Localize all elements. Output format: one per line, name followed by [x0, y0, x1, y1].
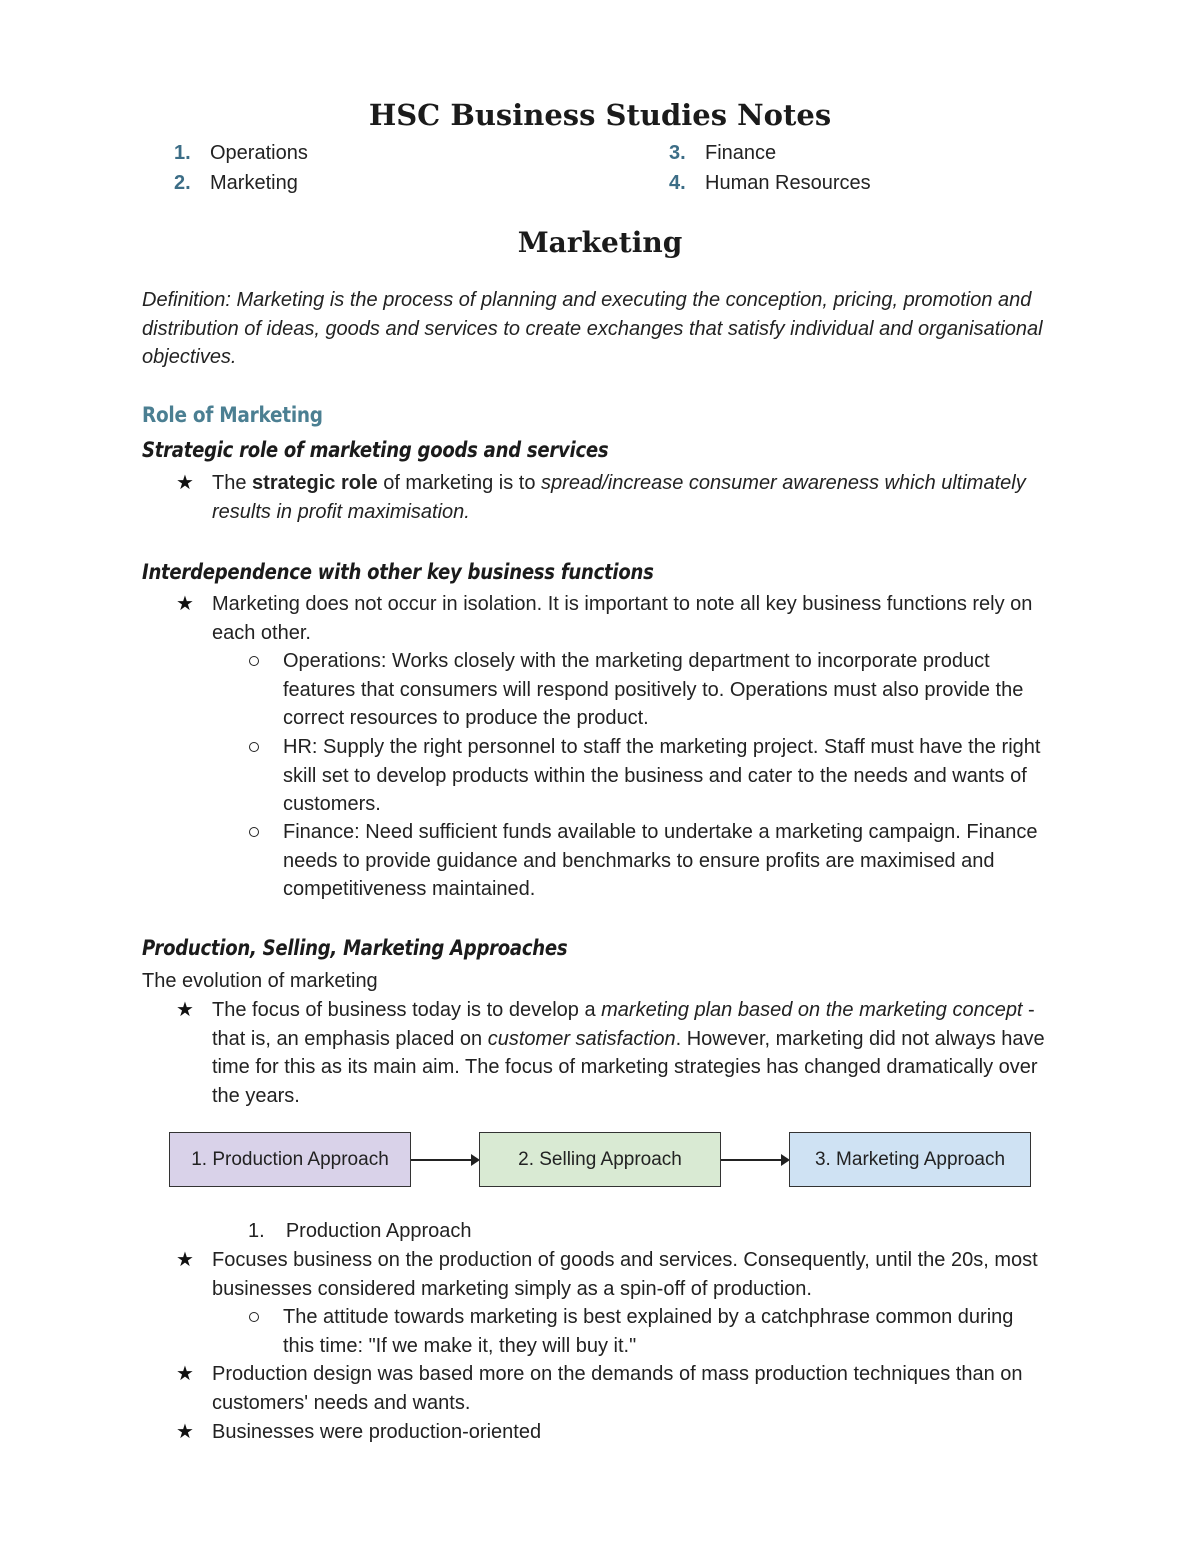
marketing-approach-box: 3. Marketing Approach: [789, 1132, 1031, 1187]
role-heading: Role of Marketing: [142, 403, 323, 427]
circle-bullet-icon: [249, 656, 259, 666]
strategic-heading: Strategic role of marketing goods and services: [142, 438, 609, 462]
star-bullet-icon: ★: [176, 1421, 194, 1443]
interdependence-text: Marketing does not occur in isolation. It is important to note all key business functions rely on each other.: [212, 593, 1033, 644]
toc-number: 1.: [174, 142, 191, 164]
toc-number: 2.: [174, 172, 191, 194]
toc-label: Finance: [705, 142, 777, 164]
section-title: Marketing: [517, 226, 683, 259]
toc-item: [669, 138, 776, 168]
strategic-text: The strategic role of marketing is to spread/increase consumer awareness which ultimately results in profit maximisation.: [212, 472, 1026, 523]
star-bullet-icon: ★: [176, 1363, 194, 1385]
sub-bullet-operations: Operations: Works closely with the marketing department to incorporate product features that consumers will respond positively to. Operations must also provide the correct resources to produce the product.: [283, 650, 1024, 729]
toc-label: Human Resources: [705, 172, 871, 194]
arrow-right-icon: [411, 1159, 478, 1161]
toc-label: Marketing: [210, 172, 298, 194]
star-bullet-icon: ★: [176, 593, 194, 615]
toc-label: Operations: [210, 142, 308, 164]
toc-item: [174, 138, 308, 168]
interdependence-heading: Interdependence with other key business functions: [142, 560, 654, 584]
page-title: HSC Business Studies Notes: [368, 98, 832, 132]
production-design-bullet: Production design was based more on the demands of mass production techniques than on customers' needs and wants.: [212, 1363, 1023, 1414]
definition-text: Definition: Marketing is the process of planning and executing the conception, pricing, promotion and distribution of ideas, goods and services to create exchanges that satisfy individual and organisational objectives.: [142, 289, 1043, 368]
circle-bullet-icon: [249, 1312, 259, 1322]
selling-approach-box: 2. Selling Approach: [479, 1132, 721, 1187]
toc-item: [669, 168, 871, 198]
toc-number: 4.: [669, 172, 686, 194]
numbered-item: 1. Production Approach: [248, 1220, 472, 1242]
star-bullet-icon: ★: [176, 999, 194, 1021]
approaches-heading: Production, Selling, Marketing Approaches: [142, 936, 568, 960]
focus-text: The focus of business today is to develop a marketing plan based on the marketing concept - that is, an emphasis placed on customer satisfaction. However, marketing did not always have time for this as its main aim. The focus of marketing strategies has changed dramatically over the years.: [212, 999, 1045, 1107]
star-bullet-icon: ★: [176, 1249, 194, 1271]
production-sub-bullet: The attitude towards marketing is best explained by a catchphrase common during this time: "If we make it, they will buy it.": [283, 1306, 1014, 1357]
toc-item: [174, 168, 298, 198]
sub-bullet-hr: HR: Supply the right personnel to staff the marketing project. Staff must have the right skill set to develop products within the business and cater to the needs and wants of customers.: [283, 736, 1041, 815]
arrow-right-icon: [721, 1159, 788, 1161]
sub-bullet-finance: Finance: Need sufficient funds available to undertake a marketing campaign. Finance needs to provide guidance and benchmarks to ensure profits are maximised and competitiveness maintained.: [283, 821, 1038, 900]
toc-number: 3.: [669, 142, 686, 164]
production-bullet: Focuses business on the production of goods and services. Consequently, until the 20s, most businesses considered marketing simply as a spin-off of production.: [212, 1249, 1038, 1300]
star-bullet-icon: ★: [176, 472, 194, 494]
circle-bullet-icon: [249, 742, 259, 752]
circle-bullet-icon: [249, 827, 259, 837]
production-approach-box: 1. Production Approach: [169, 1132, 411, 1187]
production-oriented-bullet: Businesses were production-oriented: [212, 1421, 542, 1443]
approaches-intro: The evolution of marketing: [142, 970, 378, 992]
